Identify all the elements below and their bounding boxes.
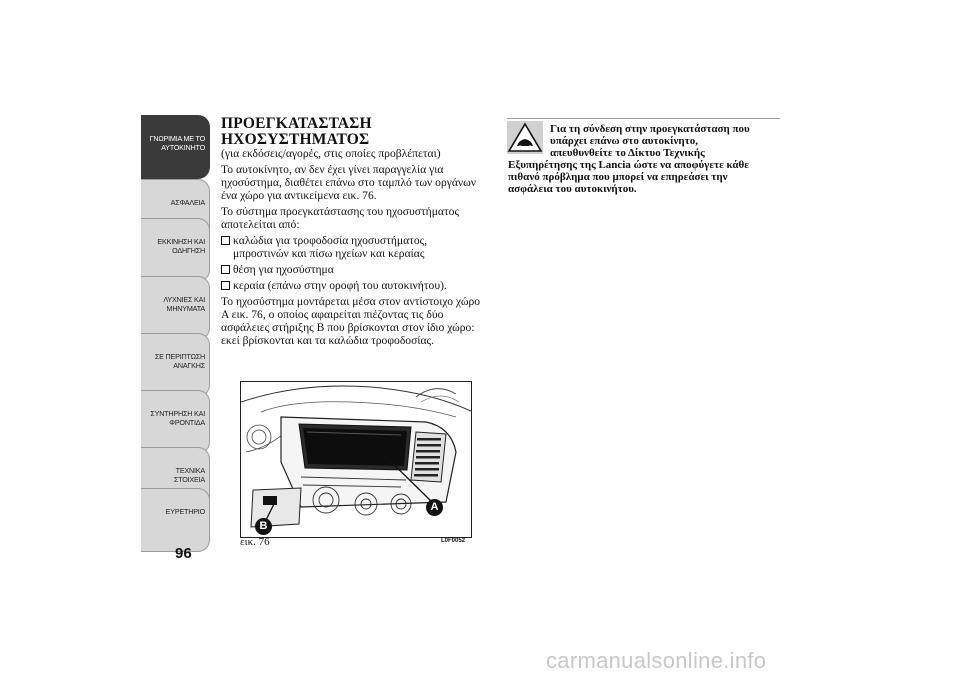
tab-index[interactable]: ΕΥΡΕΤΗΡΙΟ (141, 488, 210, 552)
bullet-2 (221, 264, 486, 277)
tab-maintenance[interactable]: ΣΥΝΤΗΡΗΣΗ ΚΑΙ ΦΡΟΝΤΙΔΑ (141, 390, 210, 454)
page-number: 96 (175, 545, 192, 562)
tab-emergency[interactable]: ΣΕ ΠΕΡΙΠΤΩΣΗ ΑΝΑΓΚΗΣ (141, 333, 210, 397)
title-line-1: ΠΡΟΕΓΚΑΤΑΣΤΑΣΗ (221, 115, 372, 132)
bullet-1-line2: μπροστινών και πίσω ηχείων και κεραίας (233, 247, 425, 260)
callout-a (426, 499, 443, 516)
bullet-1 (221, 235, 486, 248)
figure-caption: εικ. 76 (240, 536, 270, 548)
watermark: carmanualsonline.info (546, 648, 767, 673)
note-line3: απευθυνθείτε το Δίκτυο Τεχνικής (550, 147, 705, 159)
warning-car-icon (507, 121, 543, 154)
bullet-1-line1: καλώδια για τροφοδοσία ηχοσυστήματος, (233, 234, 428, 247)
tab-lights-messages[interactable]: ΛΥΧΝΙΕΣ ΚΑΙ ΜΗΝΥΜΑΤΑ (141, 276, 210, 340)
tab-getting-to-know[interactable]: ΓΝΩΡΙΜΙΑ ΜΕ ΤΟ ΑΥΤΟΚΙΝΗΤΟ (141, 115, 210, 179)
tab-starting-driving[interactable]: ΕΚΚΙΝΗΣΗ ΚΑΙ ΟΔΗΓΗΣΗ (141, 218, 210, 282)
note-line1: Για τη σύνδεση στην προεγκατάσταση που (550, 123, 750, 135)
note-divider (507, 118, 780, 119)
section-title (221, 116, 372, 148)
para1-line2: ηχοσύστημα, διαθέτει επάνω στο ταμπλό των οργάνων (221, 176, 477, 189)
note-line4: Εξυπηρέτησης της Lancia ώστε να αποφύγετε κάθε (508, 159, 749, 171)
tab-safety[interactable]: ΑΣΦΑΛΕΙΑ (141, 179, 210, 243)
bullet-2-text: θέση για ηχοσύστημα (233, 263, 334, 276)
checkbox-icon (221, 281, 230, 290)
callout-b (255, 518, 272, 535)
figure-dashboard (240, 381, 472, 538)
subtitle: (για εκδόσεις/αγορές, στις οποίες προβλέπεται) (221, 147, 441, 160)
note-line6: ασφάλεια του αυτοκινήτου. (508, 183, 637, 195)
para3-line3: ασφάλειες στήριξης Β που βρίσκονται στον ίδιο χώρο: (221, 321, 475, 334)
bullet-3-text: κεραία (επάνω στην οροφή του αυτοκινήτου). (233, 279, 447, 292)
para3-line2: Α εικ. 76, ο οποίος αφαιρείται πιέζοντας τις δύο (221, 308, 444, 321)
para3-line4: εκεί βρίσκονται και τα καλώδια τροφοδοσίας. (221, 334, 435, 347)
tab-technical-data[interactable]: ΤΕΧΝΙΚΑ ΣΤΟΙΧΕΙΑ (141, 447, 210, 511)
para2-line1: Το σύστημα προεγκατάστασης του ηχοσυστήματος (221, 205, 460, 218)
bullet-3 (221, 280, 486, 293)
note-line2: υπάρχει επάνω στο αυτοκίνητο, (550, 135, 698, 147)
callout-a-label: A (430, 501, 439, 513)
para1-line1: Το αυτοκίνητο, αν δεν έχει γίνει παραγγελία για (221, 163, 444, 176)
callout-b-label: B (259, 520, 268, 532)
para3-line1: Το ηχοσύστημα μοντάρεται μέσα στον αντίστοιχο χώρο (221, 295, 481, 308)
para2-line2: αποτελείται από: (221, 218, 300, 231)
title-line-2: ΗΧΟΣΥΣΤΗΜΑΤΟΣ (221, 131, 370, 148)
note-line5: πιθανό πρόβλημα που μπορεί να επηρεάσει την (508, 171, 728, 183)
checkbox-icon (221, 236, 230, 245)
figure-code: L0F0052 (441, 538, 466, 544)
para1-line3: ένα χώρο για αντικείμενα εικ. 76. (221, 189, 377, 202)
checkbox-icon (221, 265, 230, 274)
